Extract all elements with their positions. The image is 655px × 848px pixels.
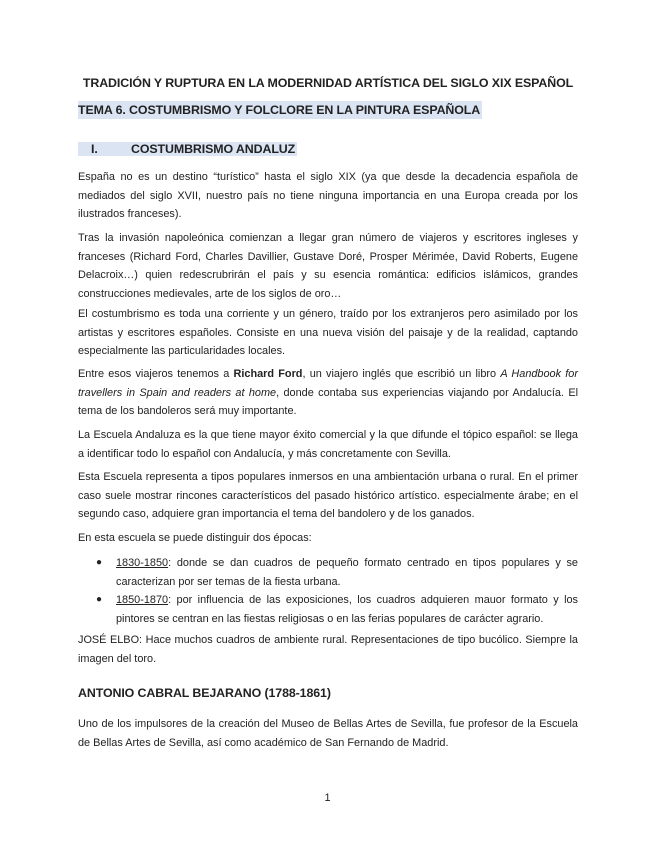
paragraph-4-pre: Entre esos viajeros tenemos a — [78, 368, 234, 380]
epoch-range: 1830-1850 — [116, 557, 169, 569]
richard-ford-name: Richard Ford — [233, 368, 303, 380]
epochs-list — [78, 554, 578, 629]
paragraph-2: Tras la invasión napoleónica comienzan a llegar gran número de viajeros y escritores ingleses y franceses (Richard Ford, Charles Davillier, Gustave Doré, Prosper Mérimée, David Roberts, Eugene Delacroix…) quien redescrubrirán el país y su esencia romántica: edificios islámicos, grandes construcciones medievales, arte de los siglos de oro… — [78, 232, 578, 301]
paragraph-4-mid: , un viajero inglés que escribió un libro — [302, 368, 501, 380]
subheading-antonio-cabral: ANTONIO CABRAL BEJARANO (1788-1861) — [78, 686, 331, 700]
paragraph-6: Esta Escuela representa a tipos populares inmersos en una ambientación urbana o rural. En el primer caso suele mostrar rincones característicos del pasado histórico artístico. especialmente árabe; en el segundo caso, adquiere gran importancia el tema del bandolero y de los ganados. — [78, 471, 578, 521]
section-heading — [78, 140, 297, 158]
document-title: TRADICIÓN Y RUPTURA EN LA MODERNIDAD ARTÍSTICA DEL SIGLO XIX ESPAÑOL — [82, 76, 574, 90]
bullet-icon: ● — [96, 557, 103, 568]
paragraph-4-post: , donde contaba sus experiencias viajando por Andalucía. El tema de los bandoleros será muy importante. — [78, 386, 579, 418]
section-number: I. — [91, 142, 98, 156]
section-title: COSTUMBRISMO ANDALUZ — [131, 142, 296, 156]
paragraph-7: En esta escuela se puede distinguir dos épocas: — [78, 532, 312, 544]
paragraph-4 — [78, 365, 578, 421]
list-item — [78, 591, 578, 628]
book-title: A Handbook for travellers in Spain and readers at home — [78, 368, 578, 399]
epoch-text: : donde se dan cuadros de pequeño formato centrado en tipos populares y se caracterizan por ser temas de la fiesta urbana. — [116, 557, 578, 588]
page-number: 1 — [324, 792, 331, 804]
epoch-range: 1850-1870 — [116, 594, 169, 607]
epoch-text: : por influencia de las exposiciones, los cuadros adquieren mauor formato y los pintores se centran en las fiestas religiosas o en las ferias populares de carácter agrario. — [116, 594, 578, 626]
paragraph-8: JOSÉ ELBO: Hace muchos cuadros de ambiente rural. Representaciones de tipo bucólico. Siempre la imagen del toro. — [78, 634, 578, 665]
list-item — [78, 554, 578, 591]
paragraph-1: España no es un destino “turístico” hasta el siglo XIX (ya que desde la decadencia española de mediados del siglo XVII, nuestro país no tiene ninguna importancia en una Europa creada por los ilustrados franceses). — [78, 171, 578, 221]
section-heading-highlight — [78, 142, 297, 156]
topic-heading: TEMA 6. COSTUMBRISMO Y FOLCLORE EN LA PINTURA ESPAÑOLA — [78, 103, 481, 117]
paragraph-9: Uno de los impulsores de la creación del Museo de Bellas Artes de Sevilla, fue profesor de la Escuela de Bellas Artes de Sevilla, así como académico de San Fernando de Madrid. — [78, 718, 578, 749]
bullet-icon: ● — [96, 594, 103, 606]
paragraph-5: La Escuela Andaluza es la que tiene mayor éxito comercial y la que difunde el tópico español: se llega a identificar todo lo español con Andalucía, y más concretamente con Sevilla. — [78, 429, 578, 460]
paragraph-3: El costumbrismo es toda una corriente y un género, traído por los extranjeros pero asimilado por los artistas y escritores españoles. Consiste en una nueva visión del paisaje y de la realidad, captando especialmente las particularidades locales. — [78, 308, 578, 358]
